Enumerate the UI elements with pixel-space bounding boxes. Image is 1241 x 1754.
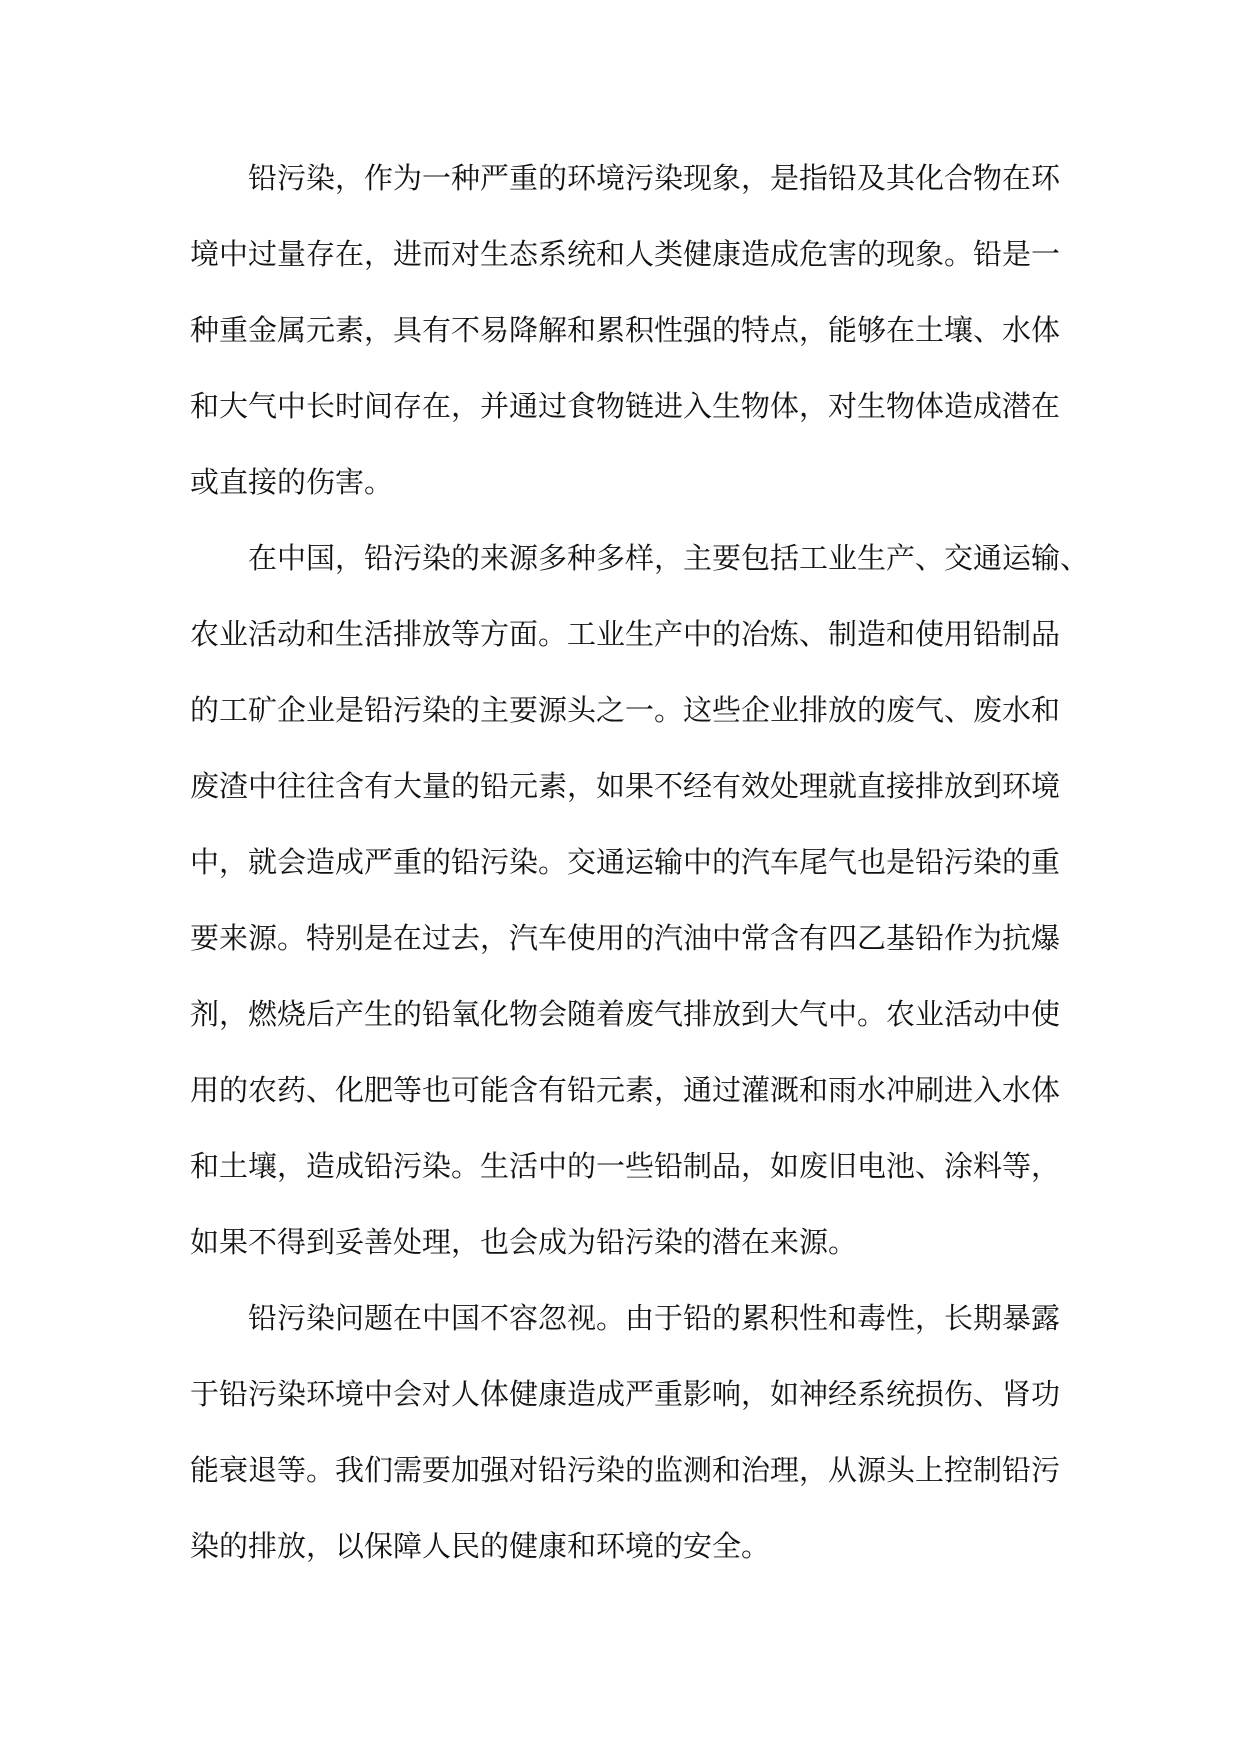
paragraph-2-line-6: 要来源。特别是在过去，汽车使用的汽油中常含有四乙基铅作为抗爆 — [190, 921, 1061, 955]
paragraph-1-line-3: 种重金属元素，具有不易降解和累积性强的特点，能够在土壤、水体 — [190, 313, 1061, 347]
paragraph-2-line-7: 剂，燃烧后产生的铅氧化物会随着废气排放到大气中。农业活动中使 — [190, 997, 1061, 1031]
paragraph-1-line-5: 或直接的伤害。 — [190, 465, 394, 499]
paragraph-3-line-3: 能衰退等。我们需要加强对铅污染的监测和治理，从源头上控制铅污 — [190, 1453, 1061, 1487]
paragraph-2-line-8: 用的农药、化肥等也可能含有铅元素，通过灌溉和雨水冲刷进入水体 — [190, 1073, 1061, 1107]
document-body — [190, 140, 1090, 1584]
paragraph-1-line-1: 铅污染，作为一种严重的环境污染现象，是指铅及其化合物在环 — [248, 161, 1061, 195]
paragraph-2-line-1: 在中国，铅污染的来源多种多样，主要包括工业生产、交通运输、 — [248, 541, 1090, 575]
paragraph-3-line-1: 铅污染问题在中国不容忽视。由于铅的累积性和毒性，长期暴露 — [248, 1301, 1061, 1335]
paragraph-2-line-9: 和土壤，造成铅污染。生活中的一些铅制品，如废旧电池、涂料等， — [190, 1149, 1061, 1183]
paragraph-2-line-10: 如果不得到妥善处理，也会成为铅污染的潜在来源。 — [190, 1225, 858, 1259]
paragraph-3-line-4: 染的排放，以保障人民的健康和环境的安全。 — [190, 1529, 771, 1563]
paragraph-1-line-2: 境中过量存在，进而对生态系统和人类健康造成危害的现象。铅是一 — [190, 237, 1061, 271]
paragraph-1-line-4: 和大气中长时间存在，并通过食物链进入生物体，对生物体造成潜在 — [190, 389, 1061, 423]
paragraph-2-line-4: 废渣中往往含有大量的铅元素，如果不经有效处理就直接排放到环境 — [190, 769, 1061, 803]
paragraph-2-line-2: 农业活动和生活排放等方面。工业生产中的冶炼、制造和使用铅制品 — [190, 617, 1061, 651]
paragraph-3-line-2: 于铅污染环境中会对人体健康造成严重影响，如神经系统损伤、肾功 — [190, 1377, 1061, 1411]
paragraph-2-line-3: 的工矿企业是铅污染的主要源头之一。这些企业排放的废气、废水和 — [190, 693, 1061, 727]
paragraph-2-line-5: 中，就会造成严重的铅污染。交通运输中的汽车尾气也是铅污染的重 — [190, 845, 1061, 879]
